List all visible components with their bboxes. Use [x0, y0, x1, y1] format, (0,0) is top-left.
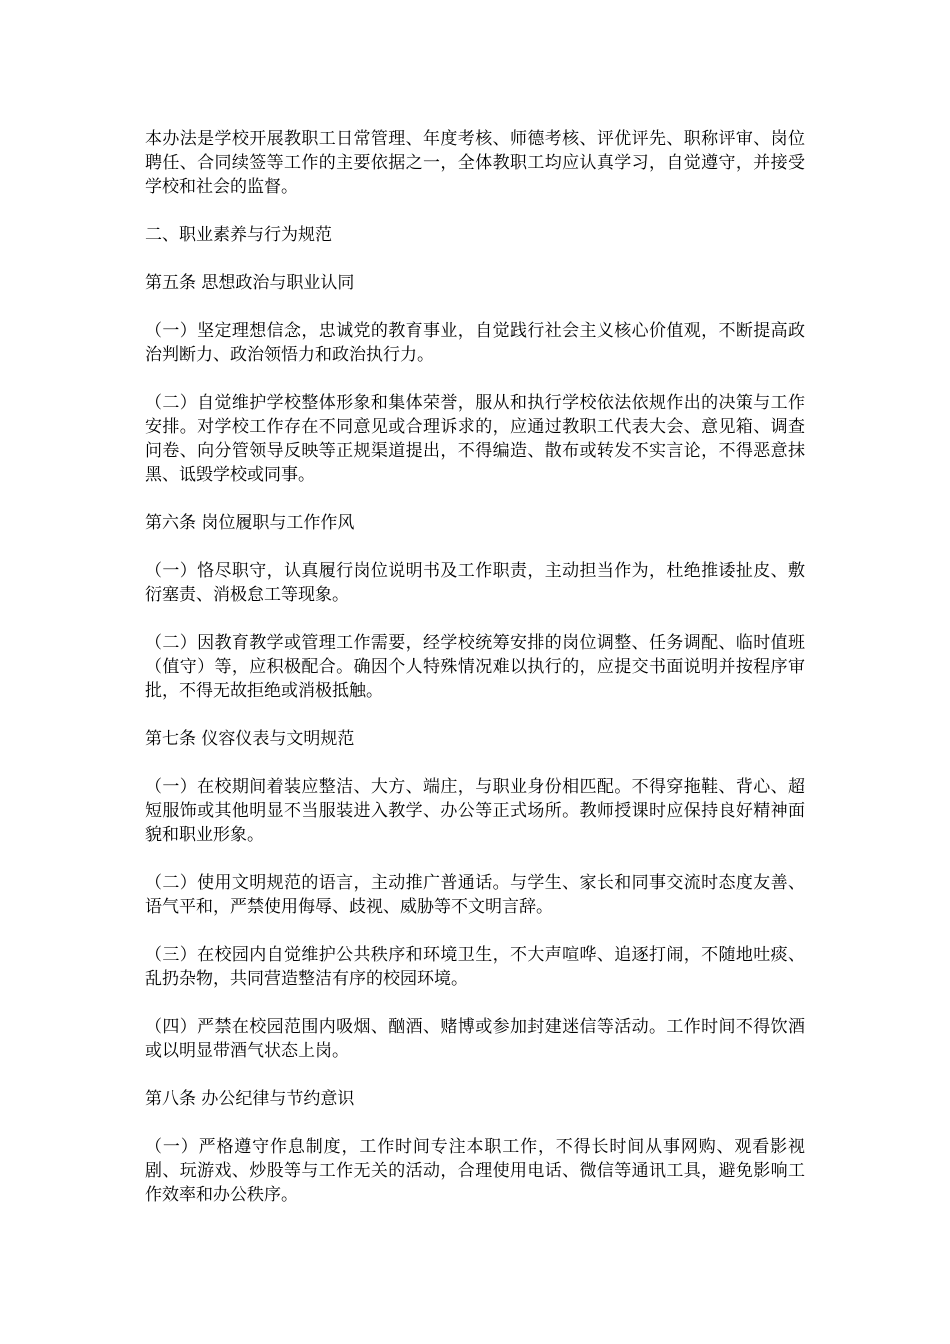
article-heading-5: 第五条 思想政治与职业认同 — [145, 273, 355, 293]
document-body — [145, 127, 805, 1231]
article-5-item-2: （二）自觉维护学校整体形象和集体荣誉，服从和执行学校依法依规作出的决策与工作安排。对学校工作存在不同意见或合理诉求的，应通过教职工代表大会、意见箱、调查问卷、向分管领导反映等正规渠道提出，不得编造、散布或转发不实言论，不得恶意抹黑、诋毁学校或同事。 — [145, 393, 805, 485]
article-heading-6: 第六条 岗位履职与工作作风 — [145, 513, 355, 533]
article-7-item-4: （四）严禁在校园范围内吸烟、酗酒、赌博或参加封建迷信等活动。工作时间不得饮酒或以明显带酒气状态上岗。 — [145, 1017, 805, 1061]
article-heading-7: 第七条 仪容仪表与文明规范 — [145, 729, 355, 749]
article-6-item-1: （一）恪尽职守，认真履行岗位说明书及工作职责，主动担当作为，杜绝推诿扯皮、敷衍塞责、消极怠工等现象。 — [145, 561, 805, 605]
article-7-item-2: （二）使用文明规范的语言，主动推广普通话。与学生、家长和同事交流时态度友善、语气平和，严禁使用侮辱、歧视、威胁等不文明言辞。 — [145, 873, 805, 917]
article-6-item-2: （二）因教育教学或管理工作需要，经学校统筹安排的岗位调整、任务调配、临时值班（值守）等，应积极配合。确因个人特殊情况难以执行的，应提交书面说明并按程序审批，不得无故拒绝或消极抵触。 — [145, 633, 805, 701]
article-7-item-1: （一）在校期间着装应整洁、大方、端庄，与职业身份相匹配。不得穿拖鞋、背心、超短服饰或其他明显不当服装进入教学、办公等正式场所。教师授课时应保持良好精神面貌和职业形象。 — [145, 777, 805, 845]
article-8-item-1: （一）严格遵守作息制度，工作时间专注本职工作，不得长时间从事网购、观看影视剧、玩游戏、炒股等与工作无关的活动，合理使用电话、微信等通讯工具，避免影响工作效率和办公秩序。 — [145, 1137, 805, 1205]
article-heading-8: 第八条 办公纪律与节约意识 — [145, 1089, 355, 1109]
article-5-item-1: （一）坚定理想信念，忠诚党的教育事业，自觉践行社会主义核心价值观，不断提高政治判断力、政治领悟力和政治执行力。 — [145, 321, 805, 365]
intro-paragraph: 本办法是学校开展教职工日常管理、年度考核、师德考核、评优评先、职称评审、岗位聘任、合同续签等工作的主要依据之一，全体教职工均应认真学习，自觉遵守，并接受学校和社会的监督。 — [145, 129, 805, 197]
article-7-item-3: （三）在校园内自觉维护公共秩序和环境卫生，不大声喧哗、追逐打闹，不随地吐痰、乱扔杂物，共同营造整洁有序的校园环境。 — [145, 945, 805, 989]
section-heading: 二、职业素养与行为规范 — [145, 225, 332, 245]
